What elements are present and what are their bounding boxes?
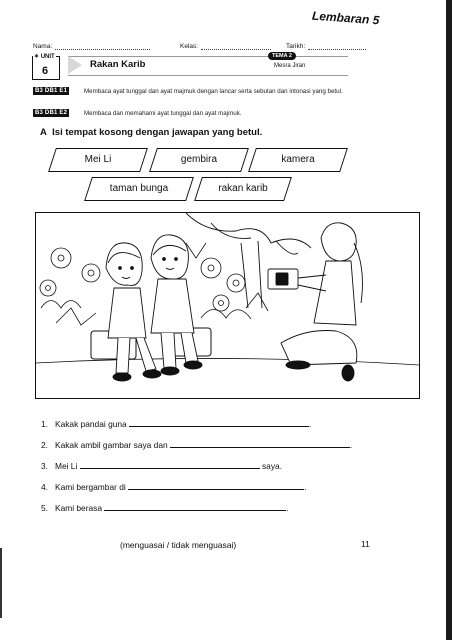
lesson-arrow-decor: [68, 56, 82, 74]
question-number: 5.: [41, 503, 48, 513]
word-bank-item: [194, 177, 292, 201]
instruction-letter: A: [40, 127, 47, 138]
unit-number: 6: [41, 65, 49, 77]
lesson-title: Rakan Karib: [90, 59, 146, 70]
word-bank-item: [48, 148, 148, 172]
assessment-note: (menguasai / tidak menguasai): [120, 540, 237, 550]
question-text: Kami bergambar di: [54, 482, 126, 492]
question-text: Kakak pandai guna: [54, 419, 127, 429]
word-bank-text: kamera: [281, 154, 315, 165]
question-number: 1.: [41, 419, 48, 429]
answer-blank[interactable]: [170, 440, 353, 450]
answer-blank[interactable]: [80, 461, 260, 469]
friends-photo-illustration: [36, 213, 419, 398]
page-edge-shadow: [446, 0, 452, 640]
date-label: Tarikh:: [286, 43, 306, 50]
question-2: [41, 440, 352, 450]
binding-edge: [0, 548, 2, 618]
word-bank-item: [248, 148, 348, 172]
unit-label-text: UNIT: [40, 54, 55, 60]
question-end: saya.: [261, 461, 283, 471]
word-bank-text: Mei Li: [84, 154, 112, 165]
answer-blank[interactable]: [129, 419, 312, 429]
illustration-frame: [35, 212, 420, 399]
date-line[interactable]: [308, 43, 366, 50]
word-bank-item: [149, 148, 249, 172]
question-1: [41, 419, 311, 429]
question-end: .: [349, 440, 353, 450]
theme-badge: TEMA 2: [268, 52, 296, 60]
name-line[interactable]: [55, 43, 150, 50]
page-number: 11: [361, 539, 370, 549]
question-3: [41, 461, 282, 471]
word-bank-text: rakan karib: [218, 183, 268, 194]
question-4: [41, 482, 306, 492]
question-text: Kakak ambil gambar saya dan: [54, 440, 168, 450]
date-field[interactable]: [286, 43, 366, 50]
standard-text: Membaca ayat tunggal dan ayat majmuk dengan lancar serta sebutan dan intonasi yang betul.: [84, 88, 343, 95]
question-end: .: [304, 482, 307, 492]
class-field[interactable]: [180, 43, 271, 50]
sheet-title: Lembaran 5: [311, 8, 380, 28]
instruction: [40, 127, 262, 138]
unit-label: ✶ UNIT: [34, 54, 55, 60]
answer-blank[interactable]: [128, 482, 307, 492]
class-label: Kelas:: [180, 43, 199, 50]
name-label: Nama:: [33, 43, 53, 50]
answer-blank[interactable]: [104, 503, 289, 513]
word-bank-item: [84, 177, 194, 201]
standard-badge: B3 DB1 E1: [35, 88, 68, 94]
question-number: 3.: [41, 461, 48, 471]
question-5: [41, 503, 289, 513]
name-field[interactable]: [33, 43, 150, 50]
question-end: .: [286, 503, 289, 513]
word-bank-text: taman bunga: [109, 183, 169, 194]
question-end: .: [309, 419, 312, 429]
instruction-text: Isi tempat kosong dengan jawapan yang betul.: [52, 127, 263, 138]
question-number: 4.: [41, 482, 48, 492]
theme-name: Mesra Jiran: [274, 63, 306, 69]
question-text: Mei Li: [54, 461, 78, 471]
standard-badge: B3 DB1 E2: [35, 110, 68, 116]
standard-text: Membaca dan memahami ayat tunggal dan ayat majmuk.: [84, 110, 242, 117]
question-text: Kami berasa: [54, 503, 102, 513]
word-bank-text: gembira: [180, 154, 218, 165]
class-line[interactable]: [201, 43, 271, 50]
question-number: 2.: [41, 440, 48, 450]
photographer-girl-illustration: [268, 223, 362, 381]
